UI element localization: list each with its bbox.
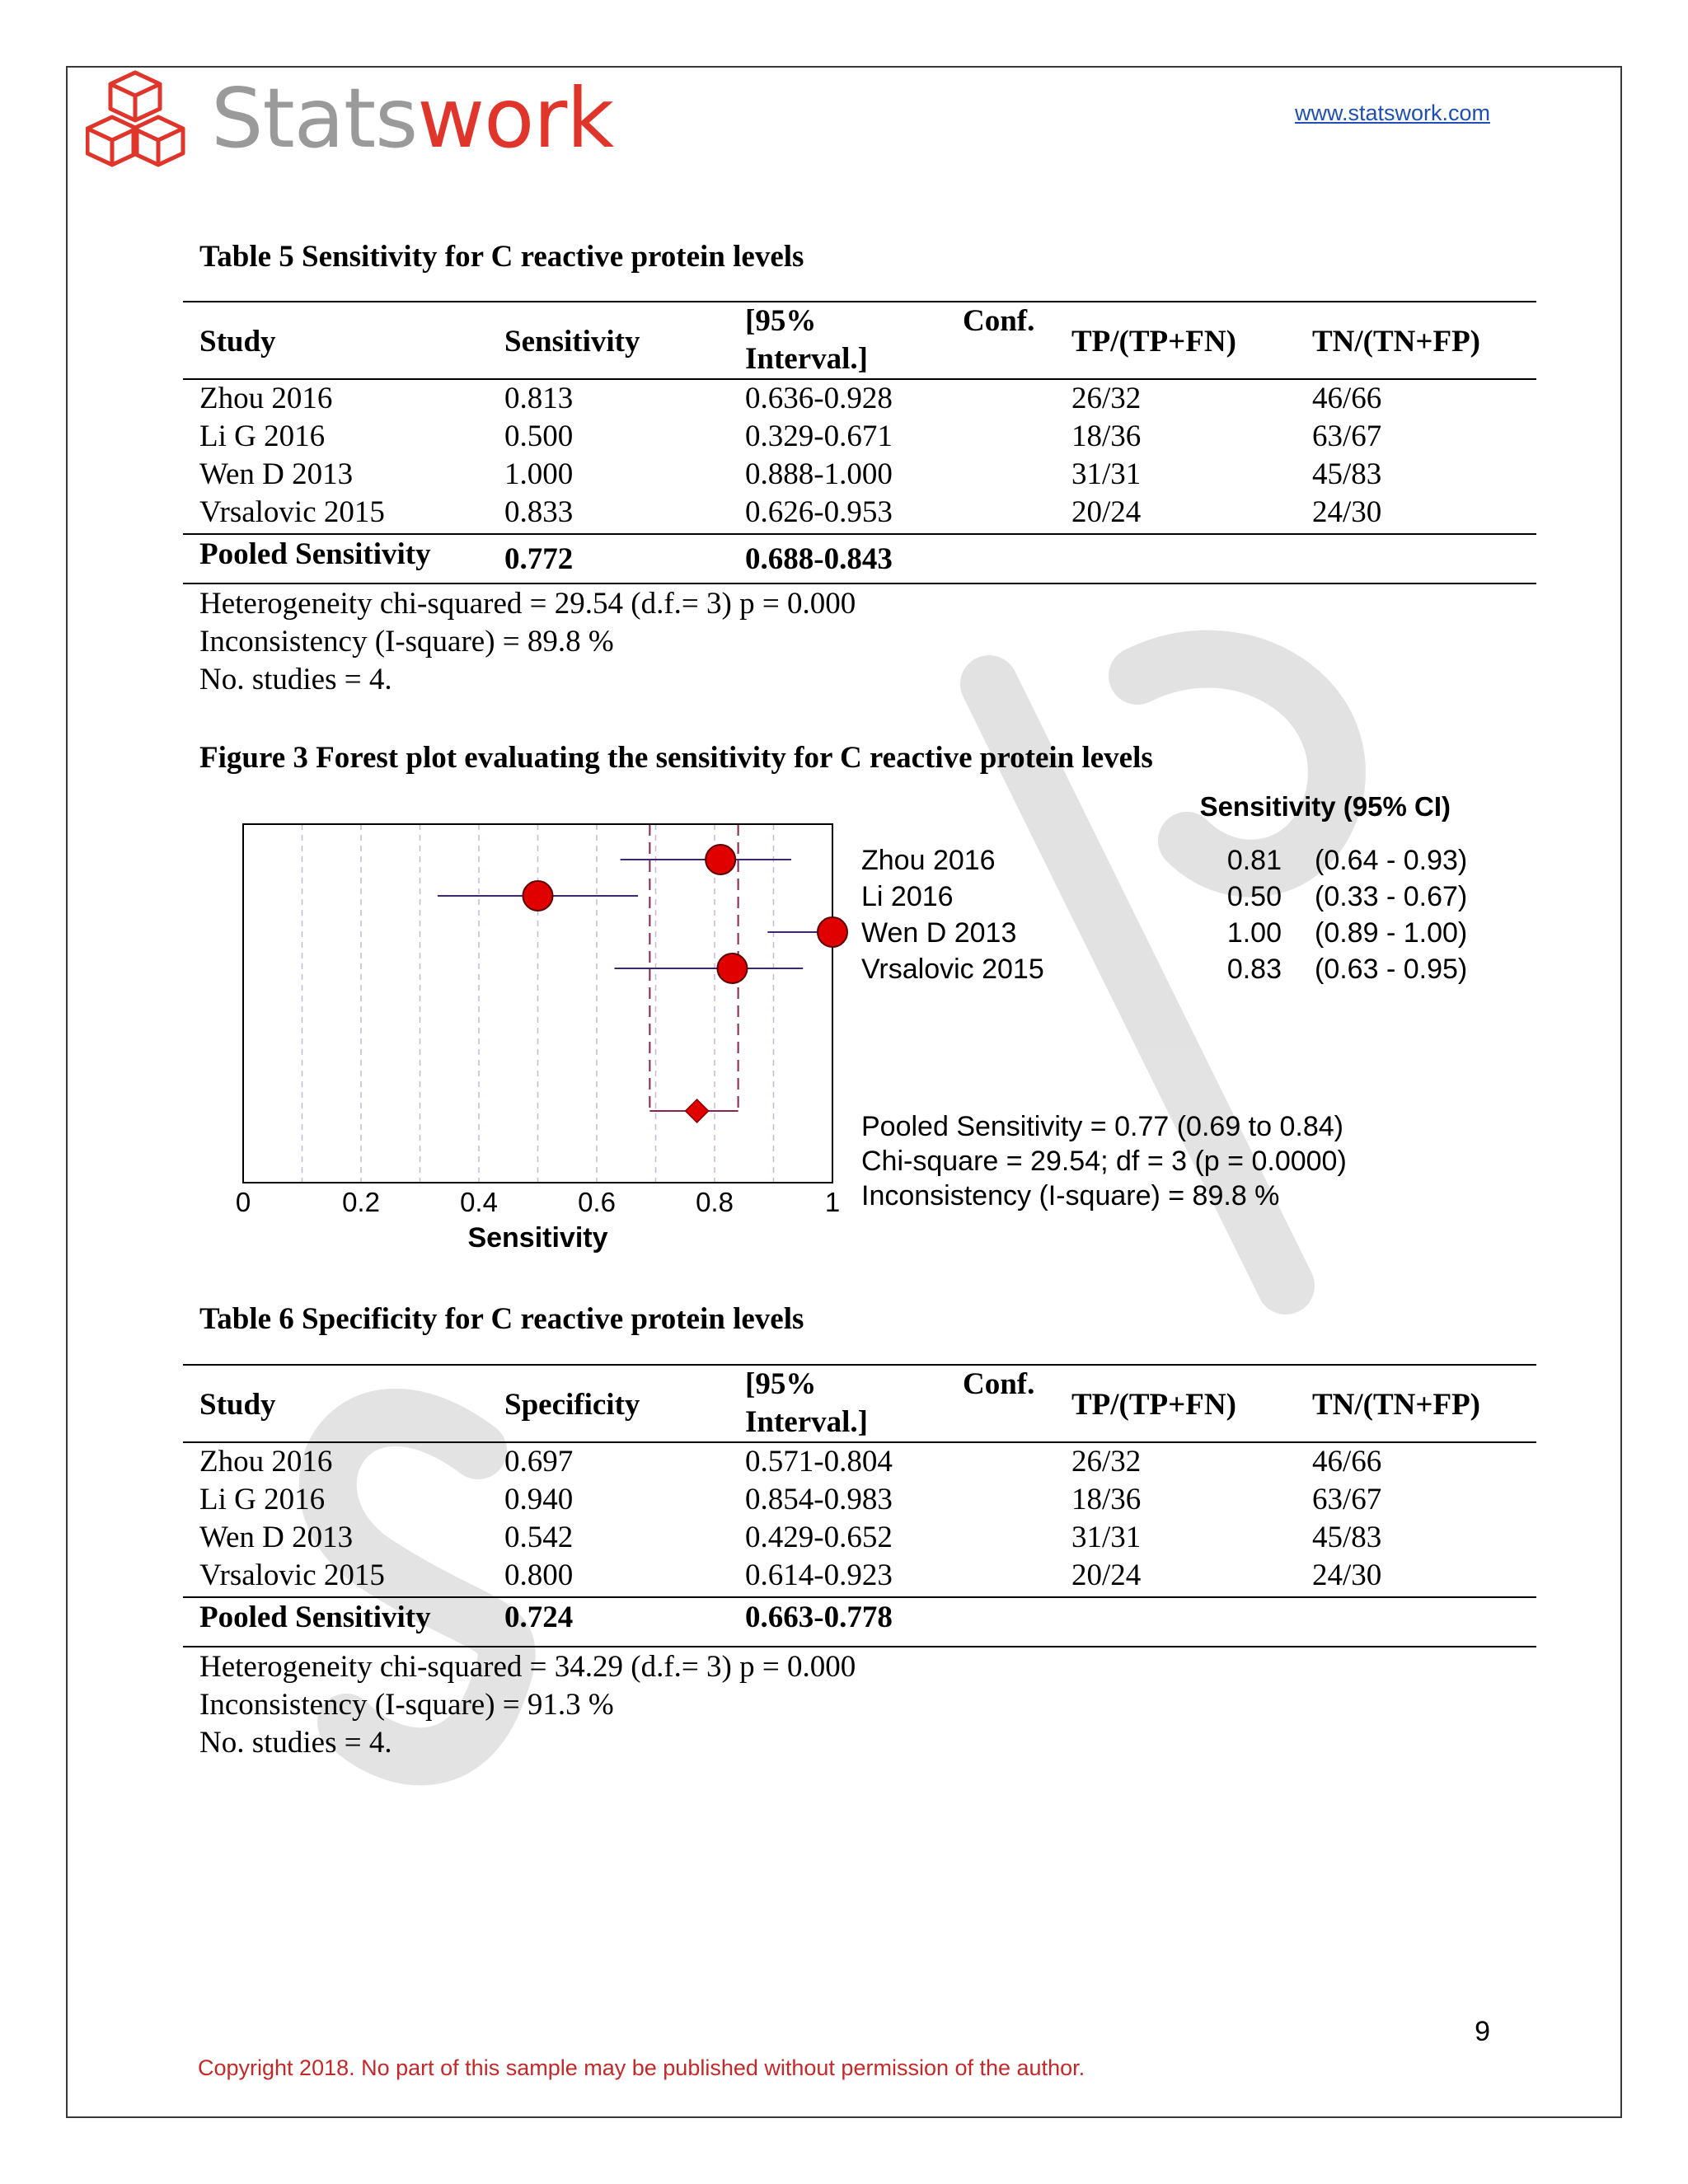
cell-ci: 0.626-0.953 xyxy=(745,495,893,529)
cell-study: Li G 2016 xyxy=(199,419,326,453)
x-tick-label: 0.8 xyxy=(696,1187,734,1217)
cell-study: Vrsalovic 2015 xyxy=(199,495,385,529)
header-conf: Conf. xyxy=(963,1367,1035,1401)
stat-inconsistency: Inconsistency (I-square) = 91.3 % xyxy=(199,1688,614,1722)
copyright-notice: Copyright 2018. No part of this sample may be published without permission of the author. xyxy=(198,2055,1085,2080)
cell-ci: 0.854-0.983 xyxy=(745,1483,893,1516)
cell-study: Zhou 2016 xyxy=(199,1445,333,1479)
figure3-caption: Figure 3 Forest plot evaluating the sensitivity for C reactive protein levels xyxy=(199,741,1153,775)
cell-tn: 46/66 xyxy=(1312,1445,1382,1479)
cell-study: Vrsalovic 2015 xyxy=(199,1558,385,1592)
table5-stats xyxy=(199,585,856,699)
pooled-ci: 0.663-0.778 xyxy=(745,1601,893,1634)
table6-caption: Table 6 Specificity for C reactive protein levels xyxy=(199,1302,804,1336)
header-ci-part1: [95% xyxy=(745,304,817,338)
cell-tn: 45/83 xyxy=(1312,1521,1382,1554)
study-label: Wen D 2013 xyxy=(861,917,1017,949)
cell-ci: 0.329-0.671 xyxy=(745,419,893,453)
logo-wordmark xyxy=(211,69,613,168)
cell-tp: 31/31 xyxy=(1071,457,1142,491)
table6-stats xyxy=(199,1648,856,1762)
annotation-line: Pooled Sensitivity = 0.77 (0.69 to 0.84) xyxy=(861,1111,1343,1142)
study-label: Li 2016 xyxy=(861,881,954,912)
cell-ci: 0.888-1.000 xyxy=(745,457,893,491)
cell-tp: 18/36 xyxy=(1071,1483,1142,1516)
table-rule xyxy=(183,1364,1536,1366)
x-tick-label: 1 xyxy=(824,1187,841,1217)
header-metric: Specificity xyxy=(504,1388,640,1422)
x-tick-label: 0.4 xyxy=(460,1187,498,1217)
estimate-label: 1.00 xyxy=(1226,917,1282,949)
cell-tp: 20/24 xyxy=(1071,495,1142,529)
stat-studies: No. studies = 4. xyxy=(199,1726,392,1760)
cell-tn: 63/67 xyxy=(1312,419,1382,453)
pooled-value: 0.724 xyxy=(504,1601,574,1634)
cell-study: Zhou 2016 xyxy=(199,382,333,415)
forest-plot xyxy=(206,783,1492,1261)
study-label: Zhou 2016 xyxy=(861,845,996,876)
ci-label: (0.33 - 0.67) xyxy=(1315,881,1468,912)
cell-value: 0.697 xyxy=(504,1445,574,1479)
cell-tp: 20/24 xyxy=(1071,1558,1142,1592)
table-rule xyxy=(183,583,1536,584)
point-marker xyxy=(818,917,847,947)
ci-label: (0.63 - 0.95) xyxy=(1315,954,1468,985)
header-tp: TP/(TP+FN) xyxy=(1071,325,1236,359)
table5 xyxy=(183,301,1536,585)
stat-inconsistency: Inconsistency (I-square) = 89.8 % xyxy=(199,625,614,658)
header-tn: TN/(TN+FP) xyxy=(1312,1388,1481,1422)
header-study: Study xyxy=(199,325,276,359)
website-link[interactable]: www.statswork.com xyxy=(1294,101,1490,125)
pooled-ci: 0.688-0.843 xyxy=(745,542,893,576)
pooled-diamond xyxy=(686,1099,709,1122)
cell-ci: 0.614-0.923 xyxy=(745,1558,893,1592)
cell-value: 0.940 xyxy=(504,1483,574,1516)
cell-tn: 24/30 xyxy=(1312,1558,1382,1592)
cell-ci: 0.429-0.652 xyxy=(745,1521,893,1554)
cell-tn: 24/30 xyxy=(1312,495,1382,529)
cell-tn: 45/83 xyxy=(1312,457,1382,491)
cell-tp: 18/36 xyxy=(1071,419,1142,453)
annotation-line: Inconsistency (I-square) = 89.8 % xyxy=(861,1180,1280,1212)
logo-word-gray: Stats xyxy=(211,70,418,166)
x-axis-label: Sensitivity xyxy=(467,1222,608,1254)
page-number: 9 xyxy=(1475,2016,1490,2047)
estimate-label: 0.81 xyxy=(1226,845,1282,876)
logo-word-red: work xyxy=(417,70,614,166)
header-ci-part2: Interval.] xyxy=(745,1405,868,1439)
statswork-logo xyxy=(86,66,614,177)
header-study: Study xyxy=(199,1388,276,1422)
forest-plot-svg xyxy=(206,783,1492,1261)
stat-heterogeneity: Heterogeneity chi-squared = 29.54 (d.f.= 3) p = 0.000 xyxy=(199,587,856,621)
x-tick-label: 0 xyxy=(235,1187,251,1217)
stat-heterogeneity: Heterogeneity chi-squared = 34.29 (d.f.= 3) p = 0.000 xyxy=(199,1650,856,1684)
cell-study: Wen D 2013 xyxy=(199,1521,354,1554)
cell-study: Li G 2016 xyxy=(199,1483,326,1516)
x-tick-label: 0.6 xyxy=(578,1187,616,1217)
pooled-label: Pooled Sensitivity xyxy=(199,1601,431,1634)
cell-value: 0.800 xyxy=(504,1558,574,1592)
column-header: Sensitivity (95% CI) xyxy=(1199,791,1451,822)
cell-ci: 0.636-0.928 xyxy=(745,382,893,415)
table6 xyxy=(183,1364,1536,1648)
pooled-value: 0.772 xyxy=(504,542,574,576)
cell-tn: 63/67 xyxy=(1312,1483,1382,1516)
x-tick-label: 0.2 xyxy=(342,1187,380,1217)
table-rule xyxy=(183,1596,1536,1598)
table-rule xyxy=(183,533,1536,535)
cell-tn: 46/66 xyxy=(1312,382,1382,415)
point-marker xyxy=(717,954,747,983)
ci-label: (0.64 - 0.93) xyxy=(1315,845,1468,876)
cell-value: 0.813 xyxy=(504,382,574,415)
annotation-line: Chi-square = 29.54; df = 3 (p = 0.0000) xyxy=(861,1146,1347,1177)
header-tp: TP/(TP+FN) xyxy=(1071,1388,1236,1422)
cell-value: 0.542 xyxy=(504,1521,574,1554)
cell-value: 0.833 xyxy=(504,495,574,529)
cell-ci: 0.571-0.804 xyxy=(745,1445,893,1479)
estimate-label: 0.83 xyxy=(1226,954,1282,985)
header-ci-part1: [95% xyxy=(745,1367,817,1401)
cell-value: 0.500 xyxy=(504,419,574,453)
header-ci-part2: Interval.] xyxy=(745,342,868,376)
cell-tp: 31/31 xyxy=(1071,1521,1142,1554)
cube-logo-icon xyxy=(86,66,209,177)
header-metric: Sensitivity xyxy=(504,325,640,359)
cell-tp: 26/32 xyxy=(1071,1445,1142,1479)
header-tn: TN/(TN+FP) xyxy=(1312,325,1481,359)
point-marker xyxy=(706,845,735,874)
table-rule xyxy=(183,1646,1536,1647)
estimate-label: 0.50 xyxy=(1226,881,1282,912)
cell-study: Wen D 2013 xyxy=(199,457,354,491)
cell-tp: 26/32 xyxy=(1071,382,1142,415)
table5-caption: Table 5 Sensitivity for C reactive protein levels xyxy=(199,240,804,274)
ci-label: (0.89 - 1.00) xyxy=(1315,917,1468,949)
point-marker xyxy=(523,881,553,911)
table-rule xyxy=(183,301,1536,302)
pooled-label: Pooled Sensitivity xyxy=(199,537,431,571)
header-conf: Conf. xyxy=(963,304,1035,338)
cell-value: 1.000 xyxy=(504,457,574,491)
study-label: Vrsalovic 2015 xyxy=(861,954,1044,985)
stat-studies: No. studies = 4. xyxy=(199,663,392,696)
